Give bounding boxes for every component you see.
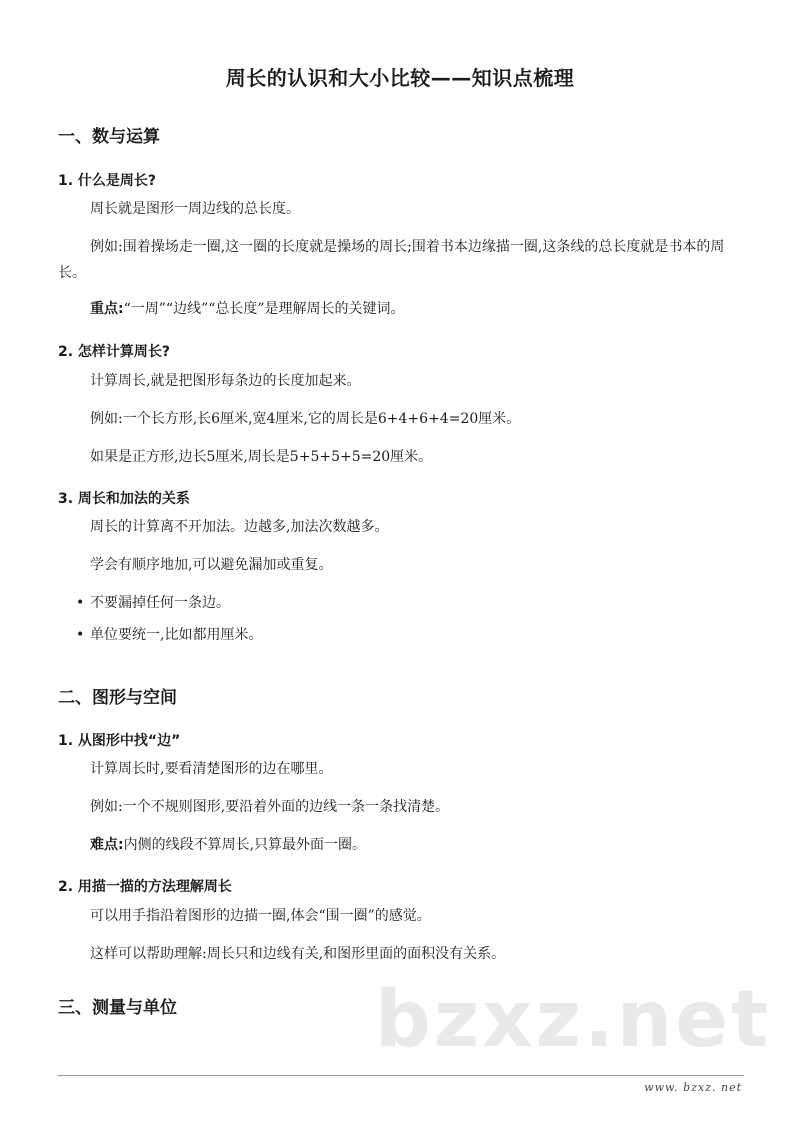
paragraph: 如果是正方形,边长5厘米,周长是5+5+5+5=20厘米。 <box>90 449 433 465</box>
document-title: 周长的认识和大小比较——知识点梳理 <box>225 66 575 90</box>
subsection-heading-1-3: 3. 周长和加法的关系 <box>58 491 190 507</box>
footer-divider <box>58 1075 744 1076</box>
paragraph: 周长就是图形一周边线的总长度。 <box>90 201 300 217</box>
watermark: bzxz.net <box>375 975 772 1065</box>
subsection-heading-2-1: 1. 从图形中找“边” <box>58 733 181 749</box>
list-item: • 单位要统一,比如都用厘米。 <box>76 622 262 648</box>
key-point-label: 重点: <box>90 301 124 317</box>
paragraph: 可以用手指沿着图形的边描一圈,体会“围一圈”的感觉。 <box>90 908 431 924</box>
subsection-heading-1-2: 2. 怎样计算周长? <box>58 344 171 360</box>
paragraph: 计算周长,就是把图形每条边的长度加起来。 <box>90 373 361 389</box>
subsection-heading-2-2: 2. 用描一描的方法理解周长 <box>58 879 232 895</box>
paragraph-example: 例如:一个不规则图形,要沿着外面的边线一条一条找清楚。 <box>90 799 450 815</box>
key-point-line <box>90 296 750 322</box>
key-point-text: “一周”“边线”“总长度”是理解周长的关键词。 <box>123 301 405 317</box>
subsection-heading-1-1: 1. 什么是周长? <box>58 173 157 189</box>
paragraph: 这样可以帮助理解:周长只和边线有关,和图形里面的面积没有关系。 <box>90 946 506 962</box>
paragraph-example: 例如:围着操场走一圈,这一圈的长度就是操场的周长;围着书本边缘描一圈,这条线的总长度就是书本的周长。 <box>58 239 725 281</box>
paragraph-example: 例如:一个长方形,长6厘米,宽4厘米,它的周长是6+4+6+4=20厘米。 <box>90 411 521 427</box>
paragraph: 周长的计算离不开加法。边越多,加法次数越多。 <box>90 519 389 535</box>
section-heading-2: 二、图形与空间 <box>58 688 177 708</box>
section-heading-1: 一、数与运算 <box>58 127 160 147</box>
difficulty-label: 难点: <box>90 837 124 853</box>
section-heading-3: 三、测量与单位 <box>58 998 177 1018</box>
difficulty-line <box>90 832 750 858</box>
bullet-icon: • <box>76 627 85 643</box>
paragraph: 计算周长时,要看清楚图形的边在哪里。 <box>90 761 333 777</box>
difficulty-text: 内侧的线段不算周长,只算最外面一圈。 <box>123 837 367 853</box>
footer-url: www. bzxz. net <box>644 1081 742 1094</box>
paragraph: 学会有顺序地加,可以避免漏加或重复。 <box>90 557 333 573</box>
bullet-icon: • <box>76 595 85 611</box>
list-item: • 不要漏掉任何一条边。 <box>76 590 230 616</box>
